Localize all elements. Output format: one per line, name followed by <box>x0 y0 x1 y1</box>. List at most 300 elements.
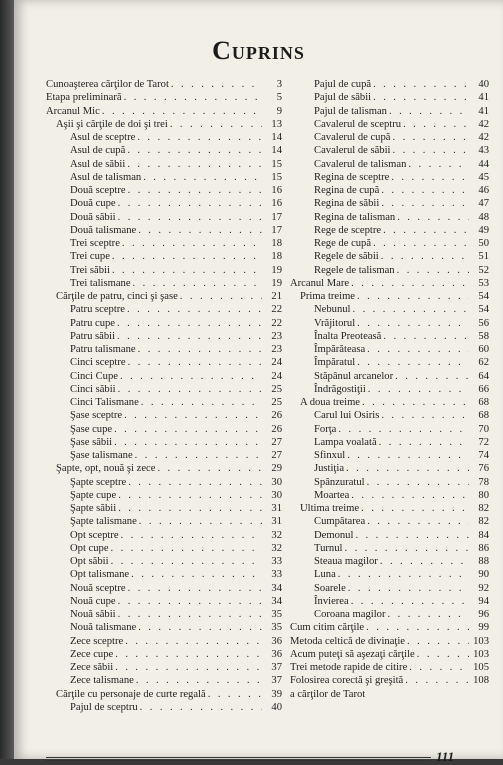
dot-leader <box>102 105 262 118</box>
toc-entry <box>46 317 282 330</box>
toc-entry-title: Demonul <box>314 529 354 541</box>
toc-entry-title: Cinci săbii <box>70 383 116 395</box>
toc-entry-title: Trei talismane <box>70 277 131 289</box>
toc-entry-title: Turnul <box>314 542 343 554</box>
dot-leader <box>115 661 262 674</box>
toc-entry <box>46 370 282 383</box>
toc-entry-page: 34 <box>271 582 282 594</box>
toc-entry-page: 3 <box>276 79 282 90</box>
toc-entry-page: 32 <box>271 542 282 554</box>
toc-entry-title: Cavalerul de talisman <box>314 158 407 170</box>
toc-entry-title: Cunoaşterea cărţilor de Tarot <box>46 79 169 90</box>
toc-entry-title: Şapte, opt, nouă şi zece <box>56 463 156 475</box>
toc-entry-title: Asul de sceptre <box>70 132 136 143</box>
toc-entry-page: 24 <box>271 357 282 369</box>
dot-leader <box>111 542 262 555</box>
dot-leader <box>381 184 469 197</box>
toc-entry <box>46 661 282 674</box>
toc-entry <box>290 250 489 263</box>
toc-entry-title: Prima treime <box>300 291 356 302</box>
toc-entry-page: 23 <box>271 330 282 342</box>
toc-entry-page: 52 <box>478 264 489 276</box>
toc-entry <box>46 224 282 237</box>
toc-entry-page: 40 <box>271 701 282 713</box>
toc-entry <box>290 502 489 515</box>
dot-leader <box>351 489 469 502</box>
toc-entry-page: 14 <box>271 132 282 143</box>
toc-entry-title: Nebunul <box>314 304 351 316</box>
toc-entry <box>290 264 489 277</box>
dot-leader <box>355 529 469 542</box>
toc-entry-page: 64 <box>478 370 489 382</box>
dot-leader <box>141 396 262 409</box>
dot-leader <box>170 118 262 131</box>
toc-entry <box>46 144 282 157</box>
toc-entry-page: 78 <box>478 476 489 488</box>
toc-entry <box>46 542 282 555</box>
toc-entry <box>46 555 282 568</box>
toc-entry <box>290 105 489 118</box>
toc-entry <box>46 502 282 515</box>
toc-entry-page: 105 <box>473 662 489 673</box>
toc-entry <box>46 515 282 528</box>
dot-leader <box>121 529 262 542</box>
dot-leader <box>140 701 262 714</box>
dot-leader <box>338 568 469 581</box>
dot-leader <box>407 635 469 648</box>
dot-leader <box>157 462 262 475</box>
toc-entry-title: Trei săbii <box>70 264 110 276</box>
toc-entry <box>46 197 282 210</box>
toc-entry-page: 80 <box>478 489 489 501</box>
toc-entry-title: Luna <box>314 569 336 581</box>
toc-entry <box>290 303 489 316</box>
dot-leader <box>381 409 469 422</box>
toc-entry <box>290 423 489 436</box>
dot-leader <box>171 78 262 91</box>
toc-entry-title: Asul de cupă <box>70 145 126 157</box>
toc-entry-title: Şapte talismane <box>70 516 137 528</box>
toc-entry <box>290 277 489 290</box>
toc-entry-title: Două săbii <box>70 211 116 223</box>
toc-entry-page: 33 <box>271 556 282 567</box>
toc-entry-title: Sfinxul <box>314 450 346 461</box>
dot-leader <box>381 197 469 210</box>
toc-entry-title: Cavalerul de cupă <box>314 132 391 143</box>
toc-entry-title: Cavalerul de sceptru <box>314 118 402 130</box>
toc-entry <box>290 515 489 528</box>
toc-entry-page: 103 <box>473 648 489 660</box>
toc-entry-title: Trei sceptre <box>70 238 120 249</box>
toc-entry-title: Acum puteţi să aşezaţi cărţile <box>290 648 415 660</box>
dot-leader <box>373 237 469 250</box>
toc-entry <box>290 211 489 224</box>
toc-entry-title: Regina de talisman <box>314 211 396 223</box>
dot-leader <box>115 648 262 661</box>
toc-entry <box>46 277 282 290</box>
toc-entry-page: 27 <box>271 450 282 461</box>
toc-entry-title: A doua treime <box>300 397 361 408</box>
toc-entry <box>290 158 489 171</box>
toc-entry-title: Moartea <box>314 489 350 501</box>
toc-entry <box>46 184 282 197</box>
toc-entry-page: 17 <box>271 224 282 236</box>
toc-entry <box>290 555 489 568</box>
toc-entry <box>290 343 489 356</box>
toc-entry-page: 18 <box>271 238 282 249</box>
dot-leader <box>383 224 469 237</box>
dot-leader <box>138 224 262 237</box>
dot-leader <box>135 449 262 462</box>
toc-entry-page: 35 <box>271 609 282 620</box>
toc-entry-page: 37 <box>271 675 282 687</box>
toc-entry-title: Justiţia <box>314 463 345 475</box>
dot-leader <box>388 608 470 621</box>
toc-entry-title: Zece talismane <box>70 675 134 687</box>
footer-rule <box>46 757 431 758</box>
toc-entry-page: 88 <box>478 556 489 567</box>
toc-entry-title: Patru cupe <box>70 317 116 329</box>
toc-entry <box>290 489 489 502</box>
toc-entry-page: 36 <box>271 648 282 660</box>
dot-leader <box>403 118 469 131</box>
toc-entry-title: Regele de săbii <box>314 251 379 263</box>
toc-entry-page: 84 <box>478 529 489 541</box>
dot-leader <box>408 158 469 171</box>
toc-entry-title: Rege de cupă <box>314 238 372 249</box>
toc-entry-title: Şapte săbii <box>70 503 117 514</box>
toc-entry-title: Trei cupe <box>70 251 110 263</box>
toc-entry-page: 42 <box>478 132 489 143</box>
toc-entry-title: Vrăjitorul <box>314 317 356 329</box>
dot-leader <box>114 436 262 449</box>
toc-entry-title: Steaua magilor <box>314 556 378 567</box>
toc-entry-title: Regina de sceptre <box>314 171 390 183</box>
toc-entry-title: Cărţile cu personaje de curte regală <box>56 688 206 700</box>
dot-leader <box>128 476 262 489</box>
toc-entry-page: 21 <box>271 291 282 302</box>
dot-leader <box>368 383 469 396</box>
dot-leader <box>344 542 469 555</box>
dot-leader <box>395 370 469 383</box>
toc-entry-title: Spânzuratul <box>314 476 365 488</box>
toc-entry <box>290 661 489 674</box>
toc-entry-title: Opt talismane <box>70 569 130 581</box>
toc-entry-title: Folosirea corectă şi greşită <box>290 675 404 687</box>
toc-entry-page: 33 <box>271 569 282 581</box>
toc-entry <box>46 131 282 144</box>
toc-entry-page: 56 <box>478 317 489 329</box>
toc-entry <box>46 595 282 608</box>
toc-entry-title: Învierea <box>314 595 349 607</box>
toc-right-column <box>290 78 489 701</box>
toc-entry-page: 86 <box>478 542 489 554</box>
toc-entry-title: Cumpătarea <box>314 516 366 528</box>
toc-entry <box>290 171 489 184</box>
toc-entry <box>290 449 489 462</box>
toc-entry-page: 24 <box>271 370 282 382</box>
toc-entry-page: 42 <box>478 118 489 130</box>
toc-entry-title: Împăratul <box>314 357 356 369</box>
dot-leader <box>127 303 262 316</box>
toc-entry-title: Două sceptre <box>70 185 126 196</box>
toc-entry-page: 41 <box>478 92 489 104</box>
toc-entry-title: Pajul de cupă <box>314 79 372 90</box>
toc-entry-page: 82 <box>478 516 489 528</box>
toc-entry-title: Ultima treime <box>300 503 360 514</box>
dot-leader <box>405 674 469 687</box>
dot-leader <box>118 502 262 515</box>
toc-entry-title: Regele de talisman <box>314 264 395 276</box>
toc-entry-page: 68 <box>478 397 489 408</box>
toc-entry-page: 30 <box>271 489 282 501</box>
toc-entry <box>290 131 489 144</box>
toc-entry <box>290 688 489 701</box>
dot-leader <box>133 277 262 290</box>
toc-entry <box>290 635 489 648</box>
toc-entry <box>290 330 489 343</box>
toc-entry <box>290 91 489 104</box>
toc-entry <box>290 224 489 237</box>
toc-entry-page: 53 <box>478 277 489 289</box>
toc-entry <box>46 648 282 661</box>
dot-leader <box>128 356 262 369</box>
toc-entry <box>46 396 282 409</box>
toc-entry-title: Pajul de sceptru <box>70 701 138 713</box>
toc-entry-page: 96 <box>478 609 489 620</box>
toc-entry-page: 25 <box>271 383 282 395</box>
toc-entry <box>290 184 489 197</box>
toc-entry <box>290 595 489 608</box>
toc-entry-title: Arcanul Mic <box>46 105 100 117</box>
toc-entry-title: Cavalerul de săbii <box>314 145 391 157</box>
dot-leader <box>117 317 262 330</box>
dot-leader <box>362 396 469 409</box>
toc-entry-title: Rege de sceptre <box>314 224 382 236</box>
toc-entry-page: 43 <box>478 145 489 157</box>
toc-entry-title: Asul de săbii <box>70 158 126 170</box>
toc-entry-title: Patru săbii <box>70 330 116 342</box>
toc-entry-page: 37 <box>271 662 282 673</box>
toc-entry <box>46 105 282 118</box>
dot-leader <box>357 290 469 303</box>
toc-entry-page: 68 <box>478 410 489 422</box>
toc-entry <box>46 356 282 369</box>
toc-entry-page: 15 <box>271 158 282 170</box>
toc-entry-page: 14 <box>271 145 282 157</box>
dot-leader <box>111 555 262 568</box>
toc-entry <box>46 436 282 449</box>
toc-entry-page: 34 <box>271 595 282 607</box>
toc-entry-page: 54 <box>478 304 489 316</box>
page-number: 111 <box>436 749 455 764</box>
toc-entry-page: 13 <box>271 118 282 130</box>
toc-entry-title: Două talismane <box>70 224 137 236</box>
toc-entry-page: 27 <box>271 436 282 448</box>
toc-entry-title: Nouă cupe <box>70 595 116 607</box>
toc-entry-title: Lampa voalată <box>314 436 377 448</box>
toc-entry <box>290 370 489 383</box>
toc-entry-page: 31 <box>271 503 282 514</box>
toc-entry <box>46 568 282 581</box>
toc-entry-page: 82 <box>478 503 489 514</box>
toc-entry <box>46 635 282 648</box>
page-title: Cuprins <box>212 36 305 65</box>
toc-entry <box>46 250 282 263</box>
dot-leader <box>380 555 469 568</box>
toc-entry <box>46 303 282 316</box>
toc-entry-page: 108 <box>473 675 489 687</box>
toc-entry-page: 41 <box>478 105 489 117</box>
toc-entry-page: 76 <box>478 463 489 475</box>
toc-entry-title: Înalta Preoteasă <box>314 330 382 342</box>
dot-leader <box>118 489 262 502</box>
toc-entry-page: 62 <box>478 357 489 369</box>
toc-entry-title: Pajul de săbii <box>314 92 372 104</box>
toc-entry <box>46 264 282 277</box>
toc-entry-page: 32 <box>271 529 282 541</box>
toc-entry-page: 66 <box>478 383 489 395</box>
toc-entry-page: 92 <box>478 582 489 594</box>
dot-leader <box>128 582 262 595</box>
toc-entry-title: Şase talismane <box>70 450 133 461</box>
toc-entry <box>290 118 489 131</box>
toc-entry-title: Regina de cupă <box>314 185 380 196</box>
dot-leader <box>138 621 262 634</box>
dot-leader <box>131 568 262 581</box>
dot-leader <box>409 661 469 674</box>
toc-entry <box>290 383 489 396</box>
toc-entry-title: Nouă talismane <box>70 622 137 634</box>
toc-entry-title: Metoda celtică de divinaţie <box>290 635 406 647</box>
toc-entry-page: 49 <box>478 224 489 236</box>
toc-entry <box>290 197 489 210</box>
toc-entry-title: Stăpânul arcanelor <box>314 370 394 382</box>
toc-entry <box>290 237 489 250</box>
dot-leader <box>373 78 469 91</box>
toc-entry-page: 46 <box>478 185 489 196</box>
dot-leader <box>397 264 469 277</box>
dot-leader <box>112 250 262 263</box>
dot-leader <box>122 237 262 250</box>
dot-leader <box>379 436 469 449</box>
dot-leader <box>208 688 262 701</box>
toc-entry <box>290 582 489 595</box>
dot-leader <box>118 608 262 621</box>
toc-entry-title: Pajul de talisman <box>314 105 387 117</box>
toc-entry-title: Şase sceptre <box>70 410 123 422</box>
toc-entry-title: Cum citim cărţile <box>290 622 365 634</box>
toc-entry-page: 25 <box>271 397 282 408</box>
toc-entry-page: 19 <box>271 264 282 276</box>
toc-entry-title: Regina de săbii <box>314 198 380 210</box>
toc-entry <box>290 476 489 489</box>
dot-leader <box>351 277 469 290</box>
dot-leader <box>114 423 262 436</box>
toc-entry-title: Cinci Cupe <box>70 370 118 382</box>
toc-entry <box>290 621 489 634</box>
dot-leader <box>338 423 469 436</box>
toc-entry-title: Zece sceptre <box>70 635 124 647</box>
toc-entry-title: Şase cupe <box>70 423 113 435</box>
toc-entry-title: Trei metode rapide de citire <box>290 662 408 673</box>
dot-leader <box>124 409 262 422</box>
toc-entry <box>290 436 489 449</box>
toc-entry <box>290 317 489 330</box>
toc-entry-page: 22 <box>271 304 282 316</box>
toc-left-column <box>46 78 282 714</box>
dot-leader <box>118 383 262 396</box>
toc-entry <box>46 78 282 91</box>
toc-entry-title: Cărţile de patru, cinci şi şase <box>56 291 178 302</box>
dot-leader <box>137 131 262 144</box>
toc-entry-page: 36 <box>271 635 282 647</box>
toc-entry-title: Cinci Talismane <box>70 397 139 408</box>
toc-entry-title: Îndrăgostiţii <box>314 383 366 395</box>
toc-entry <box>46 330 282 343</box>
toc-entry <box>290 648 489 661</box>
toc-entry-page: 31 <box>271 516 282 528</box>
toc-entry-page: 72 <box>478 436 489 448</box>
toc-entry-page: 16 <box>271 185 282 196</box>
toc-entry-page: 45 <box>478 171 489 183</box>
toc-entry-title: Zece săbii <box>70 662 114 673</box>
toc-entry-title: Etapa preliminară <box>46 92 122 104</box>
toc-entry-title: Şase săbii <box>70 436 113 448</box>
dot-leader <box>346 462 469 475</box>
toc-entry-page: 30 <box>271 476 282 488</box>
toc-entry-title: Împărăteasa <box>314 344 366 355</box>
toc-entry <box>46 462 282 475</box>
dot-leader <box>352 303 469 316</box>
dot-leader <box>373 91 469 104</box>
toc-entry-page: 29 <box>271 463 282 475</box>
dot-leader <box>367 343 469 356</box>
toc-entry-title: Coroana magilor <box>314 609 386 620</box>
book-spine <box>0 0 14 759</box>
toc-entry-page: 60 <box>478 344 489 355</box>
toc-entry-page: 48 <box>478 211 489 223</box>
toc-entry-page: 94 <box>478 595 489 607</box>
toc-entry <box>46 211 282 224</box>
toc-entry-page: 22 <box>271 317 282 329</box>
toc-entry <box>46 118 282 131</box>
toc-entry <box>46 237 282 250</box>
toc-entry <box>46 582 282 595</box>
toc-entry <box>46 171 282 184</box>
toc-entry <box>290 396 489 409</box>
toc-entry-title: Cinci sceptre <box>70 357 126 369</box>
dot-leader <box>139 515 262 528</box>
dot-leader <box>383 330 469 343</box>
footer-rule-secondary <box>46 760 431 761</box>
toc-entry-page: 54 <box>478 291 489 302</box>
toc-entry-title: Opt sceptre <box>70 529 119 541</box>
dot-leader <box>112 264 262 277</box>
dot-leader <box>347 449 469 462</box>
toc-entry <box>290 542 489 555</box>
toc-entry-page: 99 <box>478 622 489 634</box>
toc-entry <box>290 674 489 687</box>
toc-entry-page: 47 <box>478 198 489 210</box>
toc-entry <box>290 462 489 475</box>
toc-entry <box>46 608 282 621</box>
toc-entry-page: 90 <box>478 569 489 581</box>
dot-leader <box>397 211 469 224</box>
toc-entry <box>290 608 489 621</box>
toc-entry-page: 19 <box>271 277 282 289</box>
dot-leader <box>118 197 262 210</box>
